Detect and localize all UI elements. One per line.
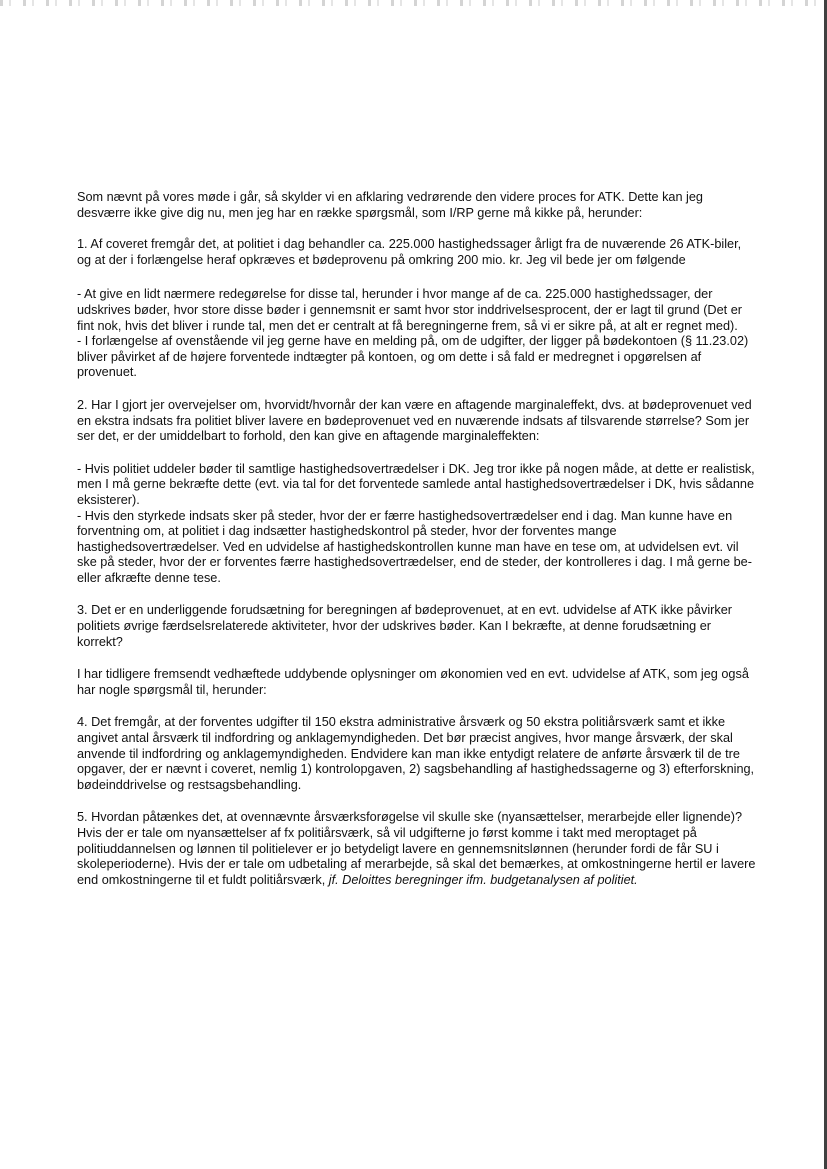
question-1-bullet-1: - At give en lidt nærmere redegørelse for disse tal, herunder i hvor mange af de ca. 225.000 hastighedssager, der udskrives bøder, hvor store disse bøder i gennemsnit er samt hvor stor inddrivelsesprocent, der er lagt til grund (Det er fint nok, hvis det bliver i runde tal, men det er centralt at få beregningerne frem, så vi er sikre på, at alt er regnet med). [77,287,742,333]
attachment-intro-paragraph: I har tidligere fremsendt vedhæftede uddybende oplysninger om økonomien ved en evt. udvidelse af ATK, som jeg også har nogle spørgsmål til, herunder: [77,667,749,697]
letter-body [77,190,757,904]
scan-edge-top [0,0,827,6]
question-3-paragraph: 3. Det er en underliggende forudsætning for beregningen af bødeprovenuet, at en evt. udvidelse af ATK ikke påvirker politiets øvrige færdselsrelaterede aktiviteter, hvor der udskrives bøder. Kan I bekræfte, at denne forudsætning er korrekt? [77,603,732,649]
question-2-paragraph: 2. Har I gjort jer overvejelser om, hvorvidt/hvornår der kan være en aftagende marginaleffekt, dvs. at bødeprovenuet ved en ekstra indsats fra politiet bliver lavere en bødeprovenuet ved en nuværende indsats af tilsvarende størrelse? Som jer ser det, er der umiddelbart to forhold, den kan give en aftagende marginaleffekten: [77,397,752,444]
question-2-bullet-1: - Hvis politiet uddeler bøder til samtlige hastighedsovertrædelser i DK. Jeg tror ikke på nogen måde, at dette er realistisk, men I må gerne bekræfte dette (evt. via tal for det forventede samlede antal hastighedsovertrædelser i DK, hvis sådanne eksisterer). [77,461,755,507]
question-1-paragraph: 1. Af coveret fremgår det, at politiet i dag behandler ca. 225.000 hastighedssager årligt fra de nuværende 26 ATK-biler, og at der i forlængelse heraf opkræves et bødeprovenu på omkring 200 mio. kr. Jeg vil bede jer om følgende [77,237,742,267]
question-2-bullet-2: - Hvis den styrkede indsats sker på steder, hvor der er færre hastighedsovertrædelser end i dag. Man kunne have en forventning om, at politiet i dag indsætter hastighedskontrol på steder, hvor der forventes mange hastighedsovertrædelser. Ved en udvidelse af hastighedskontrollen kunne man have en tese om, at udvidelsen evt. vil ske på steder, hvor der er forventes færre hastighedsovertrædelser, end de steder, der kontrolleres i dag. I må gerne be- eller afkræfte denne tese. [77,508,752,585]
question-1-bullet-2: - I forlængelse af ovenstående vil jeg gerne have en melding på, om de udgifter, der ligger på bødekontoen (§ 11.23.02) bliver påvirket af de højere forventede indtægter på kontoen, og om dette i så fald er medregnet i opgørelsen af provenuet. [77,334,749,380]
intro-paragraph: Som nævnt på vores møde i går, så skylder vi en afklaring vedrørende den videre proces for ATK. Dette kan jeg desværre ikke give dig nu, men jeg har en række spørgsmål, som I/RP gerne må kikke på, herunder: [77,190,703,220]
question-5-italic-reference: jf. Deloittes beregninger ifm. budgetanalysen af politiet. [328,872,638,887]
question-5-paragraph [77,810,757,888]
question-4-paragraph: 4. Det fremgår, at der forventes udgifter til 150 ekstra administrative årsværk og 50 ekstra politiårsværk samt et ikke angivet antal årsværk til indfordring og anklagemyndigheden. Det bør præcist angives, hvor mange årsværk, der skal anvende til indfordring og anklagemyndigheden. Endvidere kan man ikke entydigt relatere de anførte årsværk til de tre opgaver, der er nævnt i coveret, nemlig 1) kontrolopgaven, 2) sagsbehandling af hastighedssagerne og 3) efterforskning, bødeinddrivelse og restsagsbehandling. [77,715,755,792]
question-5-text: 5. Hvordan påtænkes det, at ovennævnte årsværksforøgelse vil skulle ske (nyansættelser, merarbejde eller lignende)? Hvis der er tale om nyansættelser af fx politiårsværk, så vil udgifterne jo først komme i takt med meroptaget på politiuddannelsen og lønnen til politielever er jo betydeligt lavere en gennemsnitslønnen (herunder fordi de får SU i skoleperioderne). Hvis der er tale om udbetaling af merarbejde, så skal det bemærkes, at omkostningerne hertil er lavere end omkostningerne til et fuldt politiårsværk, [77,810,756,887]
